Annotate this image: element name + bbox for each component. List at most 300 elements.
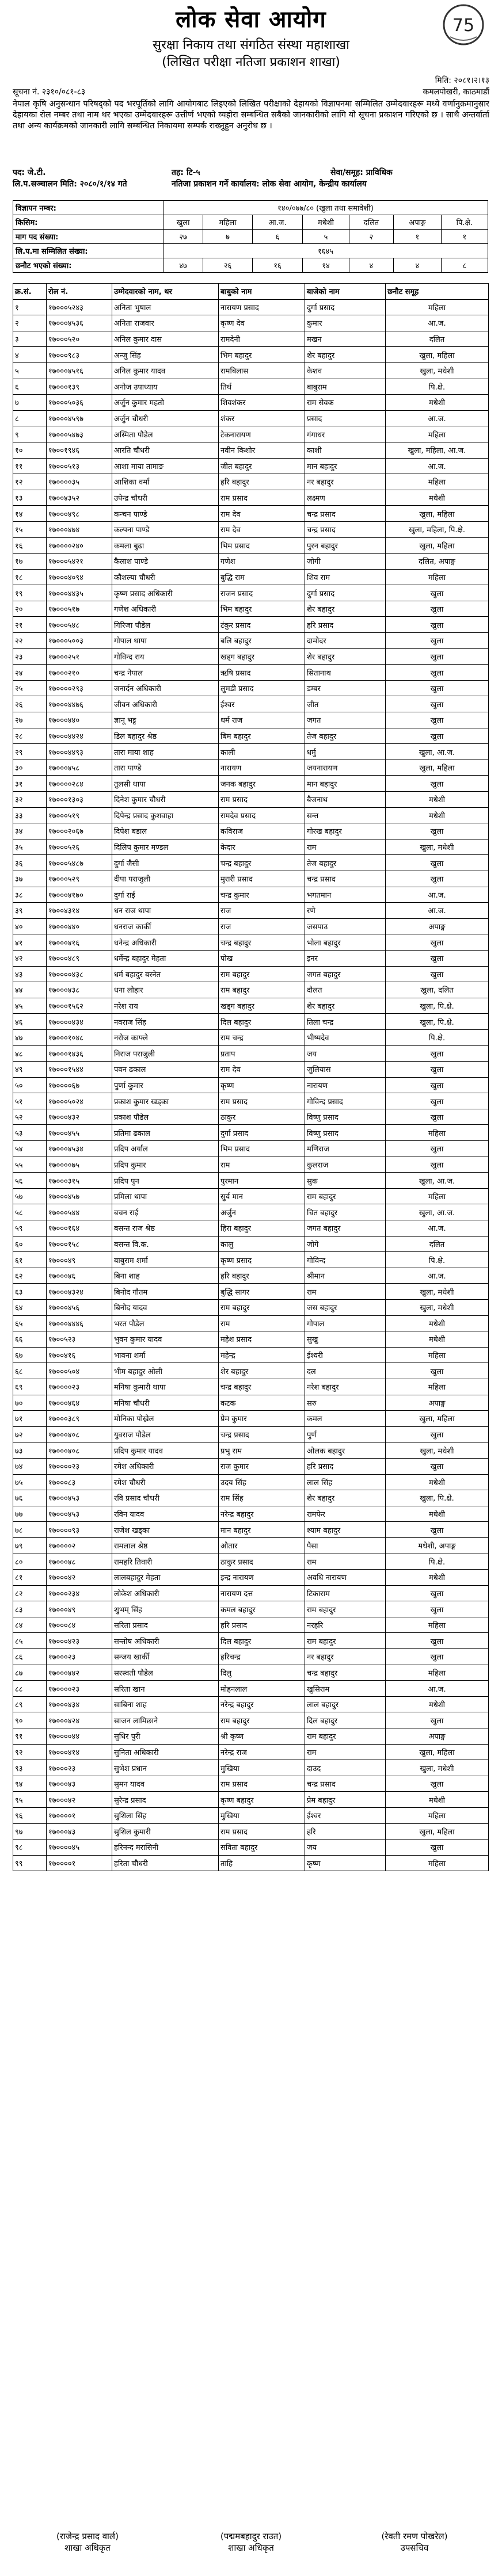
table-cell: १७०००४९८ (47, 506, 112, 522)
table-row (13, 1570, 489, 1586)
table-row (13, 1029, 489, 1045)
table-cell: मनिषा कुमारी थापा (112, 1379, 219, 1395)
table-cell: १७०००५२६ (47, 839, 112, 855)
table-cell: १७०००१३९ (47, 379, 112, 395)
table-cell: दीपा पराजुली (112, 871, 219, 887)
table-cell: महिला (386, 1379, 489, 1395)
table-cell: काशी (305, 442, 386, 458)
table-row (13, 712, 489, 728)
quota-type-cell: महिला (203, 215, 252, 230)
table-cell: अवधि नारायण (305, 1570, 386, 1586)
service-group-label: सेवा/समूह: प्राविधिक (330, 168, 393, 177)
table-cell: कृष्ण प्रसाद (219, 1252, 305, 1268)
table-cell: १७०००२५१ (47, 648, 112, 665)
table-cell: महिला (386, 1617, 489, 1633)
post-info-row (13, 167, 489, 178)
table-row (13, 633, 489, 649)
table-cell: १७००४३५२ (47, 490, 112, 506)
table-row (13, 347, 489, 363)
table-cell: तुलसी थापा (112, 776, 219, 792)
table-cell: मोहनलाल (219, 1681, 305, 1697)
signatory-3-title: उपसचिव (400, 2543, 429, 2553)
table-cell: खुला (386, 1109, 489, 1125)
table-cell: १५ (13, 521, 47, 537)
table-cell: जय (305, 1840, 386, 1856)
table-row (13, 855, 489, 871)
table-cell: खुला, मधेशी (386, 839, 489, 855)
table-cell: गोपाल थापा (112, 633, 219, 649)
table-cell: ७१ (13, 1411, 47, 1427)
table-row (13, 1744, 489, 1760)
signatory-1-title: शाखा अधिकृत (64, 2543, 111, 2553)
table-row (13, 918, 489, 934)
table-row (13, 395, 489, 411)
table-cell: दलित, अपाङ्ग (386, 554, 489, 570)
table-cell: गंगाधर (305, 426, 386, 442)
table-cell: सरस्वती पौडेल (112, 1665, 219, 1681)
table-cell: नवराज सिंह (112, 1014, 219, 1030)
table-cell: १७००००६७ (47, 1077, 112, 1093)
table-cell: १७०००४७४ (47, 521, 112, 537)
table-cell: जनक बहादुर (219, 776, 305, 792)
table-cell: जीत (305, 696, 386, 712)
table-cell: खुला (386, 617, 489, 633)
table-cell: मधेशी, अपाङ्ग (386, 1537, 489, 1554)
table-cell: सितानाथ (305, 665, 386, 681)
table-cell: प्रदिप कुमार (112, 1157, 219, 1173)
table-cell: राम (305, 1554, 386, 1570)
table-cell: १७००००९३ (47, 1522, 112, 1538)
table-row (13, 839, 489, 855)
table-row (13, 1681, 489, 1697)
table-cell: राम प्रसाद (219, 490, 305, 506)
table-cell: राम प्रसाद (219, 792, 305, 808)
table-cell: कृष्ण बहादुर (219, 1792, 305, 1808)
table-row (13, 1379, 489, 1395)
table-cell: १७०००४२४ (47, 1712, 112, 1728)
table-cell: राज कुमार (219, 1458, 305, 1474)
table-row (13, 1522, 489, 1538)
table-cell: १७०००४०९४ (47, 569, 112, 585)
table-cell: महिला (386, 1347, 489, 1363)
table-cell: सुनिता अधिकारी (112, 1744, 219, 1760)
table-cell: चन्द्र बहादुर (219, 934, 305, 951)
table-cell: सुरेन्द्र प्रसाद (112, 1792, 219, 1808)
table-row (13, 1411, 489, 1427)
table-cell: मधेशी (386, 1474, 489, 1490)
table-cell: हरि प्रसाद (305, 1458, 386, 1474)
table-cell: बचन राई (112, 1204, 219, 1220)
table-cell: १७००००१ (47, 1855, 112, 1871)
table-cell: धनेन्द्र अधिकारी (112, 934, 219, 951)
table-cell: २४ (13, 665, 47, 681)
table-cell: राम बहादुर (219, 1300, 305, 1316)
table-cell: आशा माया तामाङ (112, 458, 219, 474)
table-cell: मधेशी (386, 1506, 489, 1522)
table-cell: १७०००४४७६ (47, 696, 112, 712)
table-cell: ८ (13, 410, 47, 426)
table-cell: आ.ज. (386, 887, 489, 903)
table-row (13, 887, 489, 903)
table-cell: महेन्द्र (219, 1347, 305, 1363)
table-cell: १७००००७५ (47, 1157, 112, 1173)
selected-count-cell: ८ (441, 258, 488, 273)
table-cell: १७०००२३४ (47, 1585, 112, 1601)
table-cell: महिला (386, 569, 489, 585)
table-cell: हरि बहादुर (219, 474, 305, 490)
table-cell: भिम प्रसाद (219, 537, 305, 554)
table-cell: ९६ (13, 1808, 47, 1824)
table-cell: ४५ (13, 998, 47, 1014)
table-cell: चन्द्र नेपाल (112, 665, 219, 681)
table-row (13, 1808, 489, 1824)
table-cell: १७००००२८४ (47, 776, 112, 792)
section-subtitle: (लिखित परीक्षा नतिजा प्रकाशन शाखा) (162, 55, 340, 70)
table-cell: कैलाश पाण्डे (112, 554, 219, 570)
table-cell: १७०००५१७ (47, 601, 112, 617)
table-row (13, 1252, 489, 1268)
table-cell: पि.क्षे. (386, 379, 489, 395)
table-cell: ३२ (13, 792, 47, 808)
table-row (13, 458, 489, 474)
table-cell: दिलु (219, 1665, 305, 1681)
table-cell: ५३ (13, 1125, 47, 1141)
table-cell: खुला (386, 1157, 489, 1173)
table-cell: १७०००४४० (47, 712, 112, 728)
table-cell: १० (13, 442, 47, 458)
table-row (13, 1204, 489, 1220)
table-cell: २३ (13, 648, 47, 665)
table-cell: खुला, आ.ज. (386, 1173, 489, 1189)
table-cell: लालबहादुर मेहता (112, 1570, 219, 1586)
table-cell: हिरा बहादुर (219, 1220, 305, 1237)
table-cell: भगतमान (305, 887, 386, 903)
table-cell: जोगे (305, 1236, 386, 1252)
table-cell: ताहि (219, 1855, 305, 1871)
table-cell: जयनारायण (305, 760, 386, 776)
table-cell: कविराज (219, 823, 305, 839)
signatory-3-name: (रेवती रमण पोखरेल) (381, 2531, 448, 2541)
table-cell: चन्द्र बहादुर (305, 1665, 386, 1681)
table-cell: चन्द्र प्रसाद (305, 871, 386, 887)
table-cell: खुला (386, 1062, 489, 1078)
table-cell: १७०००४३ (47, 1823, 112, 1840)
table-cell: १७००४३१४ (47, 903, 112, 919)
column-header: छनौट समूह (386, 284, 489, 300)
table-cell: ७ (13, 395, 47, 411)
table-cell: २८ (13, 728, 47, 744)
header (13, 0, 489, 75)
table-cell: अनिल कुमार यादव (112, 362, 219, 379)
table-cell: ६२ (13, 1268, 47, 1284)
table-cell: गोविन्द राय (112, 648, 219, 665)
table-row (13, 362, 489, 379)
table-cell: खुला, महिला (386, 347, 489, 363)
table-cell: लोकेश अधिकारी (112, 1585, 219, 1601)
table-cell: सविता बहादुर (219, 1840, 305, 1856)
signatory-1-name: (राजेन्द्र प्रसाद वार्ल) (56, 2531, 119, 2541)
table-cell: हरिता चौधरी (112, 1855, 219, 1871)
table-cell: हरि (305, 1823, 386, 1840)
table-cell: प्रदिप अर्याल (112, 1141, 219, 1157)
table-cell: पि.क्षे. (386, 1029, 489, 1045)
table-cell: खुला (386, 1522, 489, 1538)
signatory-2-name: (पद्ममबहादुर राउत) (220, 2531, 282, 2541)
table-cell: खुला (386, 871, 489, 887)
table-row (13, 1220, 489, 1237)
table-cell: सुखु (305, 1331, 386, 1348)
table-cell: शेर बहादुर (305, 601, 386, 617)
table-cell: ६० (13, 1236, 47, 1252)
table-cell: १७०००५१३ (47, 458, 112, 474)
table-cell: १७०००५०२४ (47, 1093, 112, 1109)
page-title: लोक सेवा आयोग (176, 6, 326, 33)
table-cell: रमेश चौधरी (112, 1474, 219, 1490)
table-cell: प्रमिला थापा (112, 1188, 219, 1204)
table-cell: दौलत (305, 982, 386, 998)
table-cell: शेर बहादुर (305, 347, 386, 363)
table-cell: उदय सिंह (219, 1474, 305, 1490)
table-cell: खुला (386, 1585, 489, 1601)
table-cell: दुर्गा जैसी (112, 855, 219, 871)
table-cell: काली (219, 744, 305, 760)
table-cell: रामहरि तिवारी (112, 1554, 219, 1570)
table-cell: आशिका वर्मा (112, 474, 219, 490)
table-cell: १७०००५४२१ (47, 554, 112, 570)
table-cell: प्रभु राम (219, 1442, 305, 1459)
table-cell: आ.ज. (386, 315, 489, 331)
table-cell: ३८ (13, 887, 47, 903)
level-label: तह: टि-५ (172, 168, 200, 177)
table-cell: मोनिका पोख्रेल (112, 1411, 219, 1427)
table-cell: सुर्य मान (219, 1188, 305, 1204)
table-row (13, 648, 489, 665)
table-row (13, 728, 489, 744)
table-row (13, 1490, 489, 1506)
table-cell: साजन लामिछाने (112, 1712, 219, 1728)
table-cell: १७०००४५८ (47, 760, 112, 776)
table-cell: जोगी (305, 554, 386, 570)
demand-count-cell: २७ (163, 230, 203, 244)
table-cell: १७०००४८ (47, 1554, 112, 1570)
demand-count-cell: १ (394, 230, 442, 244)
table-cell: राम बहादुर (305, 1601, 386, 1617)
table-cell: सरिता प्रसाद (112, 1617, 219, 1633)
table-cell: १७०००२३ (47, 1760, 112, 1776)
table-cell: धर्मु (305, 744, 386, 760)
table-row (13, 934, 489, 951)
table-cell: १७००००४३४ (47, 1014, 112, 1030)
table-row (13, 1188, 489, 1204)
table-row (13, 1077, 489, 1093)
table-cell: अनिता भुषाल (112, 299, 219, 315)
table-cell: १७०००४५९७ (47, 410, 112, 426)
table-cell: रविन यादव (112, 1506, 219, 1522)
table-cell: ९५ (13, 1792, 47, 1808)
table-cell: ४८ (13, 1045, 47, 1062)
table-row (13, 1633, 489, 1649)
table-cell: नारायण दत्त (219, 1585, 305, 1601)
table-cell: कमल बहादुर (219, 1601, 305, 1617)
table-cell: खुला (386, 601, 489, 617)
table-cell: मखन (305, 331, 386, 347)
table-cell: १७०००५४८ (47, 617, 112, 633)
table-cell: मनिषा चौधरी (112, 1395, 219, 1411)
table-cell: राम चन्द्र (219, 1029, 305, 1045)
table-cell: मान बहादुर (305, 776, 386, 792)
table-cell: खुला (386, 950, 489, 966)
table-cell: ४० (13, 918, 47, 934)
table-row (13, 601, 489, 617)
table-cell: जुलियास (305, 1062, 386, 1078)
table-row (13, 315, 489, 331)
quota-type-cell: अपाङ्ग (394, 215, 442, 230)
table-cell: चन्द्र प्रसाद (305, 506, 386, 522)
table-cell: रमेश अधिकारी (112, 1458, 219, 1474)
table-row (13, 1617, 489, 1633)
table-cell: १७०००४५७ (47, 1188, 112, 1204)
table-row (13, 1062, 489, 1078)
table-cell: दल (305, 1363, 386, 1379)
table-row (13, 792, 489, 808)
table-cell: ७९ (13, 1537, 47, 1554)
table-cell: हरिचन्द्र (219, 1649, 305, 1665)
table-cell: १७०००४३२ (47, 1109, 112, 1125)
selected-count-cell: १४ (303, 258, 349, 273)
table-cell: खुला (386, 1426, 489, 1442)
table-cell: धन राज थापा (112, 903, 219, 919)
table-cell: अर्जुन (219, 1204, 305, 1220)
table-row (13, 1268, 489, 1284)
table-cell: १७०००१३०३ (47, 792, 112, 808)
table-row (13, 1093, 489, 1109)
quota-type-cell: दलित (349, 215, 393, 230)
table-row (13, 331, 489, 347)
table-cell: १७०००४०८ (47, 1426, 112, 1442)
table-row (13, 1728, 489, 1745)
table-cell: राम (305, 1284, 386, 1300)
svg-text:75: 75 (452, 16, 475, 36)
column-header: बाबुको नाम (219, 284, 305, 300)
table-cell: १७०००४४३५ (47, 585, 112, 601)
table-cell: चन्द्र बहादुर (219, 855, 305, 871)
table-cell: नरेश राय (112, 998, 219, 1014)
table-cell: ३६ (13, 855, 47, 871)
table-cell: १७०००४५३६ (47, 315, 112, 331)
table-cell: दिल बहादुर (219, 1633, 305, 1649)
table-cell: १७०००५१९ (47, 807, 112, 823)
table-cell: महिला (386, 1855, 489, 1871)
table-cell: ७६ (13, 1490, 47, 1506)
table-cell: गोरख बहादुर (305, 823, 386, 839)
table-cell: बसन्त राज श्रेष्ठ (112, 1220, 219, 1237)
table-cell: खुला (386, 1712, 489, 1728)
table-cell: १७००००२ (47, 1537, 112, 1554)
table-cell: १७०००१५४४ (47, 1062, 112, 1078)
table-cell: २२ (13, 633, 47, 649)
table-cell: गणेश अधिकारी (112, 601, 219, 617)
table-cell: १७०००४५३ (47, 1506, 112, 1522)
table-cell: दाउद (305, 1760, 386, 1776)
table-cell: मान बहादुर (219, 1522, 305, 1538)
table-row (13, 554, 489, 570)
table-cell: नवीन किशोर (219, 442, 305, 458)
selected-label: छनौट भएको संख्या: (13, 258, 163, 273)
table-cell: ठाकुर (219, 1109, 305, 1125)
table-row (13, 1284, 489, 1300)
quota-type-cell: पि.क्षे. (441, 215, 488, 230)
table-cell: १७०००४४० (47, 918, 112, 934)
table-cell: खुला (386, 633, 489, 649)
table-cell: ९८ (13, 1840, 47, 1856)
table-cell: शिव राम (305, 569, 386, 585)
table-row (13, 665, 489, 681)
table-cell: अर्जुन कुमार महतो (112, 395, 219, 411)
table-cell: सुक (305, 1173, 386, 1189)
table-cell: ४७ (13, 1029, 47, 1045)
table-row (13, 680, 489, 696)
table-cell: तिला चन्द्र (305, 1014, 386, 1030)
table-cell: जय (305, 1045, 386, 1062)
exam-info-row (13, 178, 489, 190)
table-cell: खुला, मधेशी (386, 362, 489, 379)
table-cell: ४ (13, 347, 47, 363)
table-cell: १७०००४३२४ (47, 1284, 112, 1300)
table-cell: बाबुराम (305, 379, 386, 395)
table-cell: ३३ (13, 807, 47, 823)
table-cell: केशव (305, 362, 386, 379)
table-cell: १७०००५२० (47, 331, 112, 347)
table-cell: पि.क्षे. (386, 1554, 489, 1570)
table-cell: ६ (13, 379, 47, 395)
table-cell: १७०००४५१६ (47, 362, 112, 379)
table-cell: प्रकाश कुमार खड्का (112, 1093, 219, 1109)
table-cell: १७०००५२९ (47, 871, 112, 887)
table-row (13, 1712, 489, 1728)
selected-count-cell: १६ (252, 258, 303, 273)
table-cell: १७०००४५६ (47, 1300, 112, 1316)
table-cell: ३९ (13, 903, 47, 919)
table-cell: खुला, मधेशी (386, 1760, 489, 1776)
table-cell: ४९ (13, 1062, 47, 1078)
table-cell: प्रेम कुमार (219, 1411, 305, 1427)
table-cell: दिलिप कुमार मण्डल (112, 839, 219, 855)
table-cell: १७००००४४ (47, 1728, 112, 1745)
table-cell: धनराज कार्की (112, 918, 219, 934)
table-cell: दुर्गा प्रसाद (305, 299, 386, 315)
table-cell: १७०००३८९ (47, 1411, 112, 1427)
table-cell: शेर बहादुर (305, 998, 386, 1014)
table-cell: २६ (13, 696, 47, 712)
table-cell: हरि बहादुर (219, 1268, 305, 1284)
table-cell: १७०००१५८ (47, 1236, 112, 1252)
table-cell: १७०००४२ (47, 1570, 112, 1586)
table-cell: ७० (13, 1395, 47, 1411)
table-cell: राम बहादुर (219, 982, 305, 998)
table-cell: ६६ (13, 1331, 47, 1348)
table-row (13, 1315, 489, 1331)
table-row (13, 1300, 489, 1316)
table-cell: भिम बहादुर (219, 601, 305, 617)
table-cell: प्रदिप पुन (112, 1173, 219, 1189)
table-cell: खुला (386, 934, 489, 951)
table-cell: धर्मेन्द्र बहादुर मेहता (112, 950, 219, 966)
table-cell: निराज पराजुली (112, 1045, 219, 1062)
table-cell: खुला, मधेशी (386, 1442, 489, 1459)
signature-block-3 (340, 2531, 489, 2554)
table-cell: राम (219, 1157, 305, 1173)
demand-count-cell: १ (441, 230, 488, 244)
